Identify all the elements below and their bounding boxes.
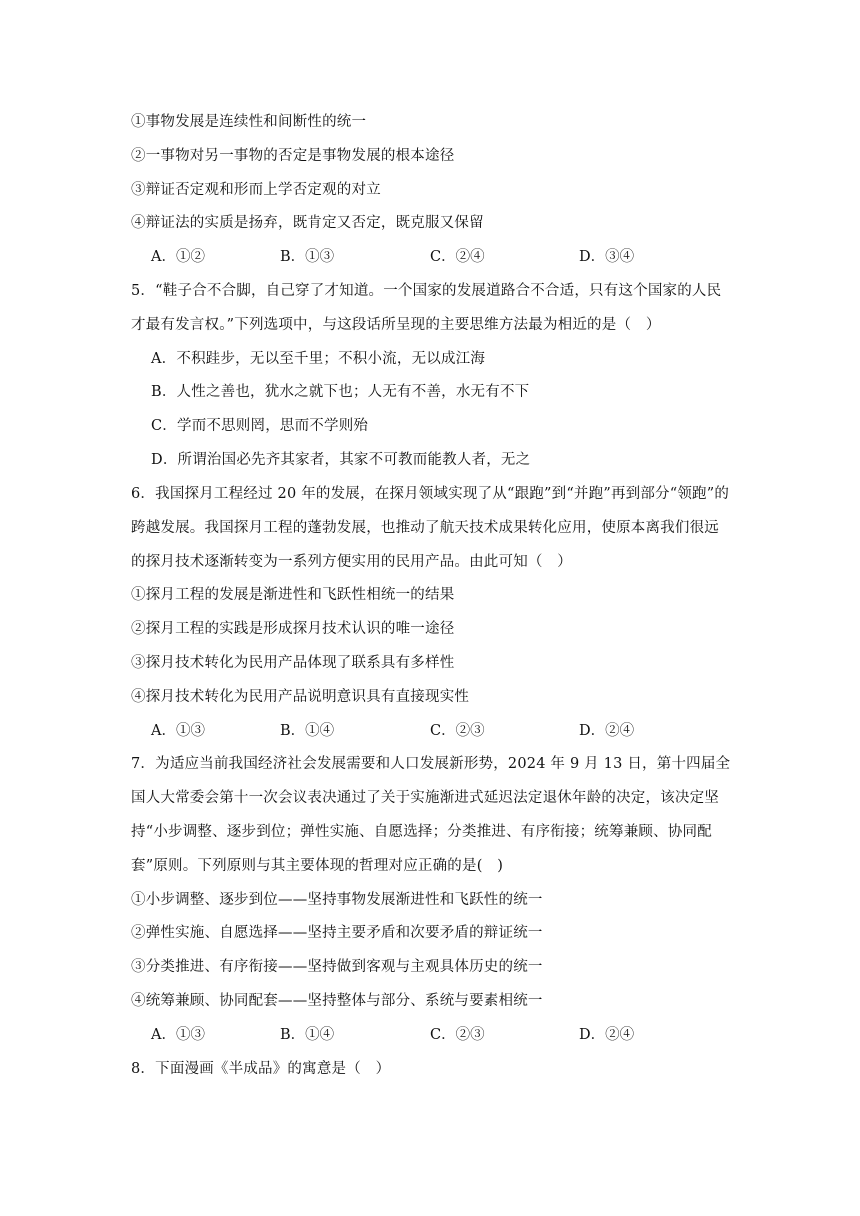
q6-statement-2: ②探月工程的实践是形成探月技术认识的唯一途径: [131, 621, 455, 637]
q5-option-b[interactable]: B．人性之善也，犹水之就下也；人无有不善，水无有不下: [151, 384, 530, 400]
q4-option-a[interactable]: A．①②: [151, 249, 205, 265]
q5-option-a[interactable]: A．不积跬步，无以至千里；不积小流，无以成江海: [151, 351, 486, 367]
q6-statement-1: ①探月工程的发展是渐进性和飞跃性相统一的结果: [131, 587, 455, 603]
q7-stem-line-2: 国人大常委会第十一次会议表决通过了关于实施渐进式延迟法定退休年龄的决定，该决定坚: [131, 790, 719, 806]
q7-option-d[interactable]: D．②④: [579, 1027, 635, 1043]
q7-option-c[interactable]: C．②③: [430, 1027, 485, 1043]
q5-stem-line-2: 才最有发言权。”下列选项中，与这段话所呈现的主要思维方法最为相近的是（ ）: [131, 317, 661, 333]
q4-statement-2: ②一事物对另一事物的否定是事物发展的根本途径: [131, 148, 455, 164]
q7-statement-4: ④统筹兼顾、协同配套——坚持整体与部分、系统与要素相统一: [131, 993, 543, 1009]
q7-statement-2: ②弹性实施、自愿选择——坚持主要矛盾和次要矛盾的辩证统一: [131, 925, 543, 941]
q6-statement-3: ③探月技术转化为民用产品体现了联系具有多样性: [131, 655, 455, 671]
q6-option-b[interactable]: B．①④: [280, 723, 335, 739]
q5-stem-line-1: 5．“鞋子合不合脚，自己穿了才知道。一个国家的发展道路合不合适，只有这个国家的人民: [131, 283, 722, 299]
q4-statement-4: ④辩证法的实质是扬弃，既肯定又否定，既克服又保留: [131, 215, 484, 231]
q6-stem-line-2: 跨越发展。我国探月工程的蓬勃发展，也推动了航天技术成果转化应用，使原本离我们很远: [131, 520, 719, 536]
q6-stem-line-3: 的探月技术逐渐转变为一系列方便实用的民用产品。由此可知（ ）: [131, 554, 572, 570]
q6-stem-line-1: 6．我国探月工程经过 20 年的发展，在探月领域实现了从“跟跑”到“并跑”再到部分“领跑”的: [131, 486, 730, 502]
q7-statement-3: ③分类推进、有序衔接——坚持做到客观与主观具体历史的统一: [131, 959, 543, 975]
q4-statement-3: ③辩证否定观和形而上学否定观的对立: [131, 182, 381, 198]
q4-options: [151, 247, 751, 267]
q5-option-c[interactable]: C．学而不思则罔，思而不学则殆: [151, 418, 369, 434]
q7-options: [151, 1025, 751, 1045]
q6-options: [151, 721, 751, 741]
q7-stem-line-1: 7．为适应当前我国经济社会发展需要和人口发展新形势，2024 年 9 月 13 日，第十四届全: [131, 756, 731, 772]
q7-statement-1: ①小步调整、逐步到位——坚持事物发展渐进性和飞跃性的统一: [131, 892, 543, 908]
q4-option-b[interactable]: B．①③: [280, 249, 335, 265]
q5-option-d[interactable]: D．所谓治国必先齐其家者，其家不可教而能教人者，无之: [151, 452, 531, 468]
q4-option-d[interactable]: D．③④: [579, 249, 635, 265]
q7-stem-line-4: 套”原则。下列原则与其主要体现的哲理对应正确的是( ): [131, 858, 504, 874]
q6-option-a[interactable]: A．①③: [151, 723, 205, 739]
q8-stem: 8．下面漫画《半成品》的寓意是（ ）: [131, 1061, 391, 1077]
q7-option-a[interactable]: A．①③: [151, 1027, 205, 1043]
q6-option-d[interactable]: D．②④: [579, 723, 635, 739]
q6-statement-4: ④探月技术转化为民用产品说明意识具有直接现实性: [131, 689, 470, 705]
q7-option-b[interactable]: B．①④: [280, 1027, 335, 1043]
q7-stem-line-3: 持“小步调整、逐步到位；弹性实施、自愿选择；分类推进、有序衔接；统筹兼顾、协同配: [131, 824, 712, 840]
q4-option-c[interactable]: C．②④: [430, 249, 485, 265]
q6-option-c[interactable]: C．②③: [430, 723, 485, 739]
q4-statement-1: ①事物发展是连续性和间断性的统一: [131, 114, 367, 130]
